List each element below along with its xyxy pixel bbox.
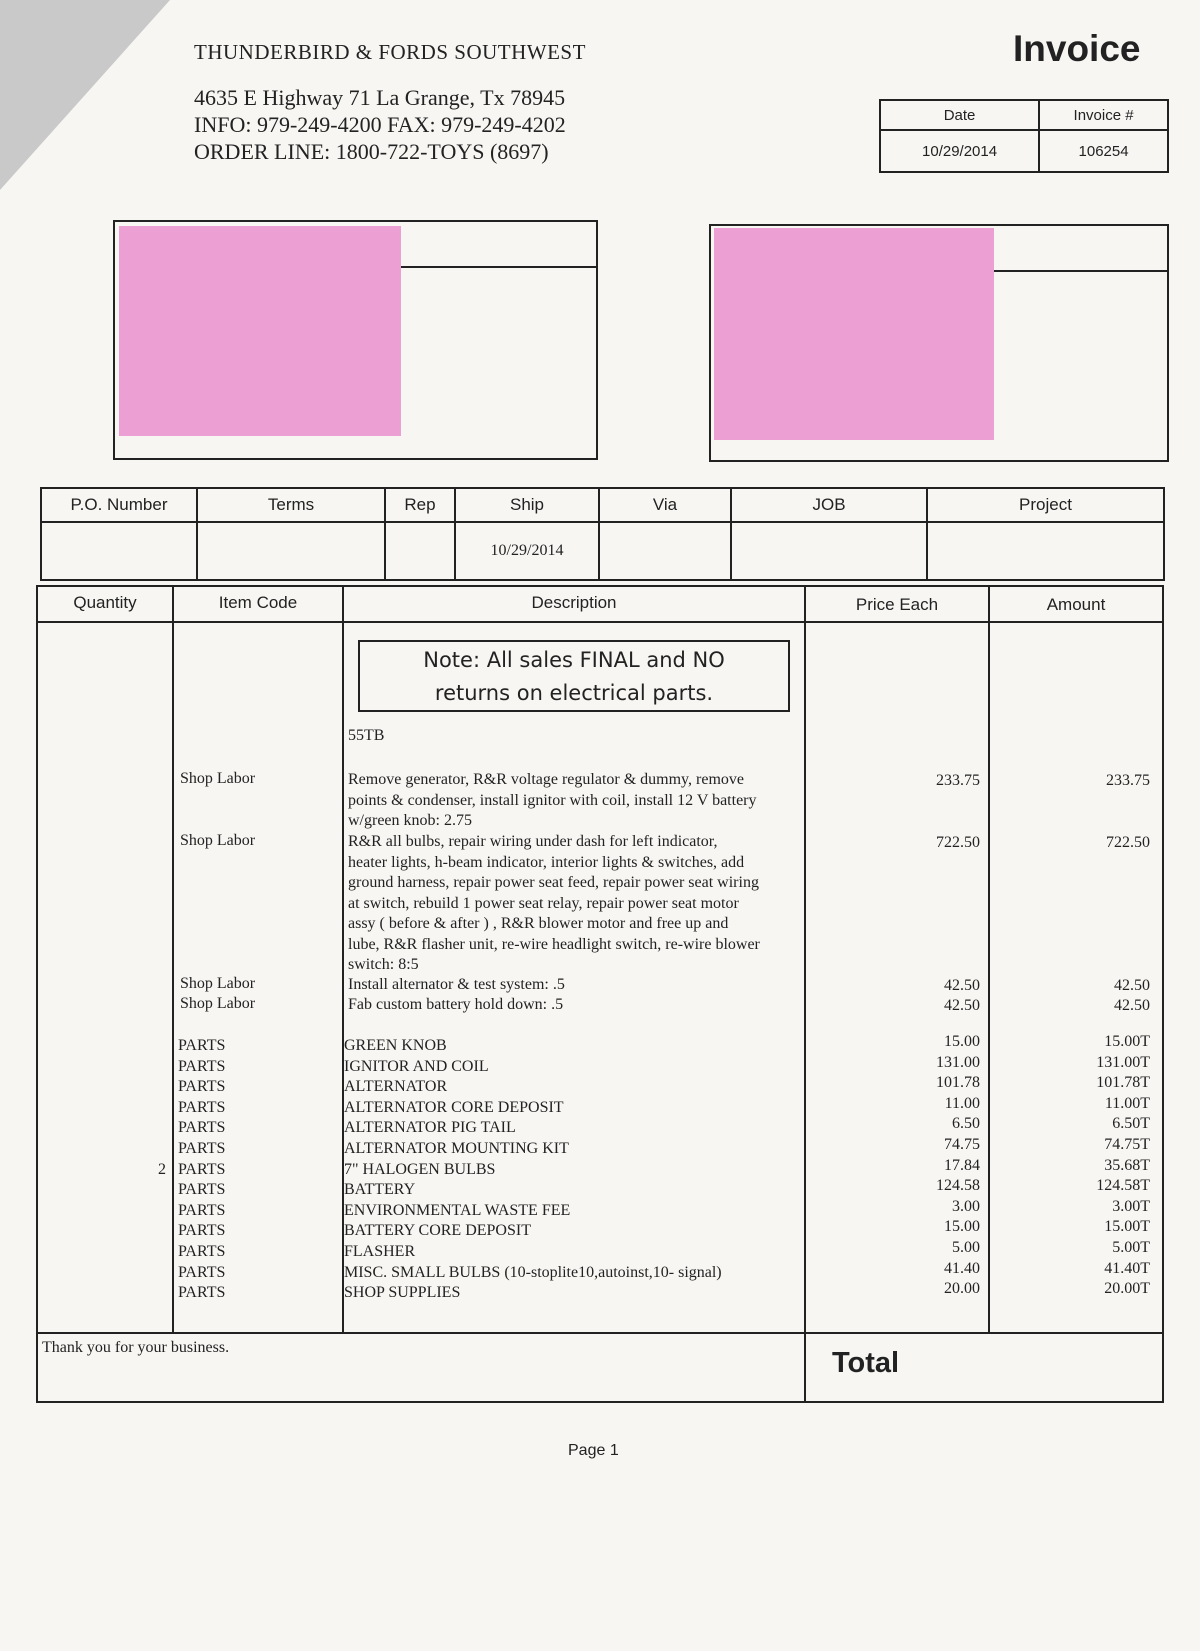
amount: 15.00T (1104, 1218, 1150, 1236)
amount: 74.75T (1104, 1136, 1150, 1153)
thank-you-note: Thank you for your business. (42, 1339, 230, 1356)
date-label: Date (880, 100, 1039, 130)
address-line: 4635 E Highway 71 La Grange, Tx 78945 (194, 85, 566, 110)
item-code: PARTS (178, 1140, 226, 1157)
description (348, 832, 803, 976)
item-code: PARTS (178, 1160, 226, 1178)
amount: 722.50 (1106, 834, 1150, 851)
item-code: Shop Labor (180, 975, 256, 992)
bill-to-box (113, 220, 598, 460)
description: ALTERNATOR CORE DEPOSIT (344, 1098, 564, 1116)
job-label: JOB (731, 488, 927, 522)
amount: 124.58T (1096, 1177, 1150, 1195)
description: ALTERNATOR PIG TAIL (344, 1119, 516, 1137)
quantity: 2 (158, 1160, 166, 1178)
order-header-table (40, 487, 1165, 581)
price-each: 124.58 (936, 1177, 980, 1195)
amount: 15.00T (1104, 1033, 1150, 1050)
price-each-header: Price Each (855, 595, 939, 614)
description-line: R&R all bulbs, repair wiring under dash for left indicator, (348, 833, 718, 850)
invoice-date: 10/29/2014 (880, 130, 1039, 172)
amount: 41.40T (1104, 1259, 1150, 1277)
price-each: 233.75 (936, 772, 980, 789)
ship-date: 10/29/2014 (455, 522, 599, 580)
price-each: 131.00 (936, 1053, 980, 1071)
quantity-header: Quantity (73, 593, 137, 612)
description: 7" HALOGEN BULBS (344, 1160, 496, 1178)
rep-label: Rep (385, 488, 455, 522)
item-code: PARTS (178, 1263, 226, 1281)
item-code: PARTS (178, 1284, 226, 1302)
description-line: ground harness, repair power seat feed, repair power seat wiring (348, 874, 759, 891)
redaction-block (119, 226, 401, 436)
description-line: Remove generator, R&R voltage regulator & dummy, remove (348, 771, 744, 788)
company-name: THUNDERBIRD & FORDS SOUTHWEST (194, 40, 586, 64)
item-code: PARTS (178, 1098, 226, 1116)
amount: 101.78T (1096, 1074, 1150, 1092)
item-code: PARTS (178, 1201, 226, 1219)
invoice-title: Invoice (1013, 28, 1141, 69)
terms-value (197, 522, 385, 580)
price-each: 74.75 (944, 1136, 980, 1153)
price-each: 5.00 (952, 1239, 980, 1256)
price-each: 20.00 (944, 1280, 980, 1298)
description-line: switch: 8:5 (348, 956, 419, 973)
vehicle-code: 55TB (348, 727, 385, 744)
job-value (731, 522, 927, 580)
footer-rule (38, 1332, 1162, 1334)
description: GREEN KNOB (344, 1037, 447, 1054)
col-divider (172, 587, 174, 1332)
po-number-label: P.O. Number (41, 488, 197, 522)
total-label: Total (832, 1347, 900, 1379)
via-label: Via (599, 488, 731, 522)
item-code: PARTS (178, 1037, 226, 1054)
price-each: 42.50 (944, 977, 980, 994)
invoice-meta-table (879, 99, 1169, 173)
sales-note (358, 640, 790, 712)
col-divider (342, 587, 344, 1332)
item-code-header: Item Code (218, 593, 298, 612)
price-each: 101.78 (936, 1074, 980, 1092)
item-code: PARTS (178, 1222, 226, 1240)
description-line: lube, R&R flasher unit, re-wire headlight switch, re-wire blower (348, 935, 760, 953)
item-code: Shop Labor (180, 995, 256, 1012)
price-each: 3.00 (952, 1197, 980, 1215)
description-header: Description (531, 593, 617, 612)
amount: 6.50T (1112, 1115, 1150, 1133)
description-line: points & condenser, install ignitor with coil, install 12 V battery (348, 791, 757, 809)
amount: 35.68T (1104, 1156, 1150, 1174)
info-fax-line: INFO: 979-249-4200 FAX: 979-249-4202 (194, 112, 566, 137)
note-line: returns on electrical parts. (434, 681, 714, 705)
price-each: 41.40 (944, 1259, 980, 1277)
description-line: at switch, rebuild 1 power seat relay, repair power seat motor (348, 894, 739, 912)
description: ALTERNATOR (344, 1078, 448, 1096)
price-each: 17.84 (944, 1156, 980, 1174)
ship-to-box (709, 224, 1169, 462)
invoice-number: 106254 (1039, 130, 1168, 172)
item-code: PARTS (178, 1243, 226, 1260)
price-each: 15.00 (944, 1218, 980, 1236)
description: FLASHER (344, 1243, 416, 1260)
description: ENVIRONMENTAL WASTE FEE (344, 1201, 571, 1219)
ship-label: Ship (455, 488, 599, 522)
rep-value (385, 522, 455, 580)
amount: 233.75 (1106, 772, 1150, 789)
amount-header: Amount (1046, 595, 1106, 614)
header-rule (38, 621, 1162, 623)
project-label: Project (927, 488, 1164, 522)
price-each: 722.50 (936, 834, 980, 851)
amount: 20.00T (1104, 1280, 1150, 1298)
via-value (599, 522, 731, 580)
price-each: 11.00 (944, 1094, 980, 1112)
order-line: ORDER LINE: 1800-722-TOYS (8697) (194, 139, 549, 164)
price-each: 6.50 (952, 1115, 980, 1133)
price-each: 42.50 (944, 997, 980, 1014)
amount: 3.00T (1112, 1197, 1150, 1215)
item-code: PARTS (178, 1119, 226, 1137)
page-number: Page 1 (568, 1442, 619, 1459)
amount: 42.50 (1114, 977, 1150, 994)
description-line: heater lights, h-beam indicator, interior lights & switches, add (348, 853, 745, 871)
po-number-value (41, 522, 197, 580)
description: BATTERY CORE DEPOSIT (344, 1222, 531, 1240)
item-code: PARTS (178, 1057, 226, 1075)
description (348, 995, 803, 1016)
invoice-number-label: Invoice # (1039, 100, 1168, 130)
description: IGNITOR AND COIL (344, 1057, 489, 1075)
description (348, 975, 803, 996)
terms-label: Terms (197, 488, 385, 522)
box-divider (994, 270, 1169, 272)
item-code: Shop Labor (180, 770, 256, 787)
note-line: Note: All sales FINAL and NO (423, 648, 725, 672)
box-divider (401, 266, 596, 268)
project-value (927, 522, 1164, 580)
item-code: PARTS (178, 1181, 226, 1199)
description-line: assy ( before & after ) , R&R blower motor and free up and (348, 915, 729, 932)
item-code: Shop Labor (180, 832, 256, 849)
company-address (194, 84, 566, 165)
description: SHOP SUPPLIES (344, 1284, 461, 1302)
item-code: PARTS (178, 1078, 226, 1096)
amount: 42.50 (1114, 997, 1150, 1014)
amount: 131.00T (1096, 1053, 1150, 1071)
redaction-block (714, 228, 994, 440)
description-line: Fab custom battery hold down: .5 (348, 996, 564, 1013)
description-line: w/green knob: 2.75 (348, 812, 472, 829)
description: ALTERNATOR MOUNTING KIT (344, 1140, 569, 1157)
line-items-frame (36, 585, 1164, 1403)
amount: 11.00T (1104, 1094, 1150, 1112)
description: MISC. SMALL BULBS (10-stoplite10,autoinst,10- signal) (344, 1263, 722, 1281)
description (348, 770, 803, 832)
description: BATTERY (344, 1181, 416, 1199)
description-line: Install alternator & test system: .5 (348, 976, 565, 993)
price-each: 15.00 (944, 1033, 980, 1050)
amount: 5.00T (1112, 1239, 1150, 1256)
folded-corner (0, 0, 170, 190)
